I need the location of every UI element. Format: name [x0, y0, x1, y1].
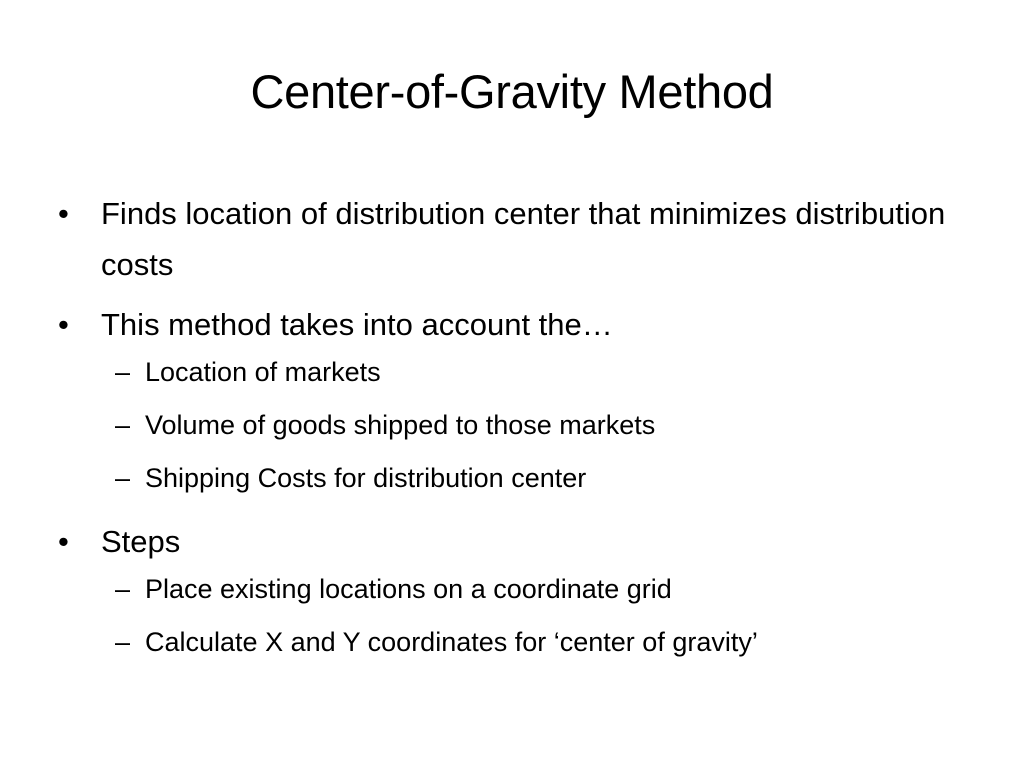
bullet-text: This method takes into account the…: [101, 307, 613, 342]
sub-bullet-text: Calculate X and Y coordinates for ‘center of gravity’: [145, 627, 758, 657]
sub-bullet-item: [58, 571, 968, 607]
sub-bullet-text: Location of markets: [145, 357, 381, 387]
bullet-item: [58, 188, 968, 290]
sub-bullet-marker: –: [115, 463, 131, 493]
bullet-item: [58, 516, 968, 567]
bullet-text: Steps: [101, 524, 181, 559]
sub-bullet-item: [58, 354, 968, 390]
slide-title: Center-of-Gravity Method: [250, 65, 774, 118]
bullet-text: Finds location of distribution center that minimizes distribution costs: [101, 196, 946, 282]
sub-bullet-item: [58, 460, 968, 496]
sub-bullet-text: Volume of goods shipped to those markets: [145, 410, 656, 440]
sub-bullet-marker: –: [115, 574, 131, 604]
sub-bullet-item: [58, 407, 968, 443]
slide-body: [58, 188, 968, 677]
sub-bullet-item: [58, 624, 968, 660]
bullet-marker: •: [58, 307, 69, 342]
bullet-item: [58, 299, 968, 350]
bullet-marker: •: [58, 524, 69, 559]
sub-bullet-marker: –: [115, 410, 131, 440]
sub-bullet-text: Shipping Costs for distribution center: [145, 463, 587, 493]
sub-bullet-marker: –: [115, 357, 131, 387]
sub-bullet-marker: –: [115, 627, 131, 657]
bullet-marker: •: [58, 196, 69, 231]
sub-bullet-text: Place existing locations on a coordinate grid: [145, 574, 672, 604]
